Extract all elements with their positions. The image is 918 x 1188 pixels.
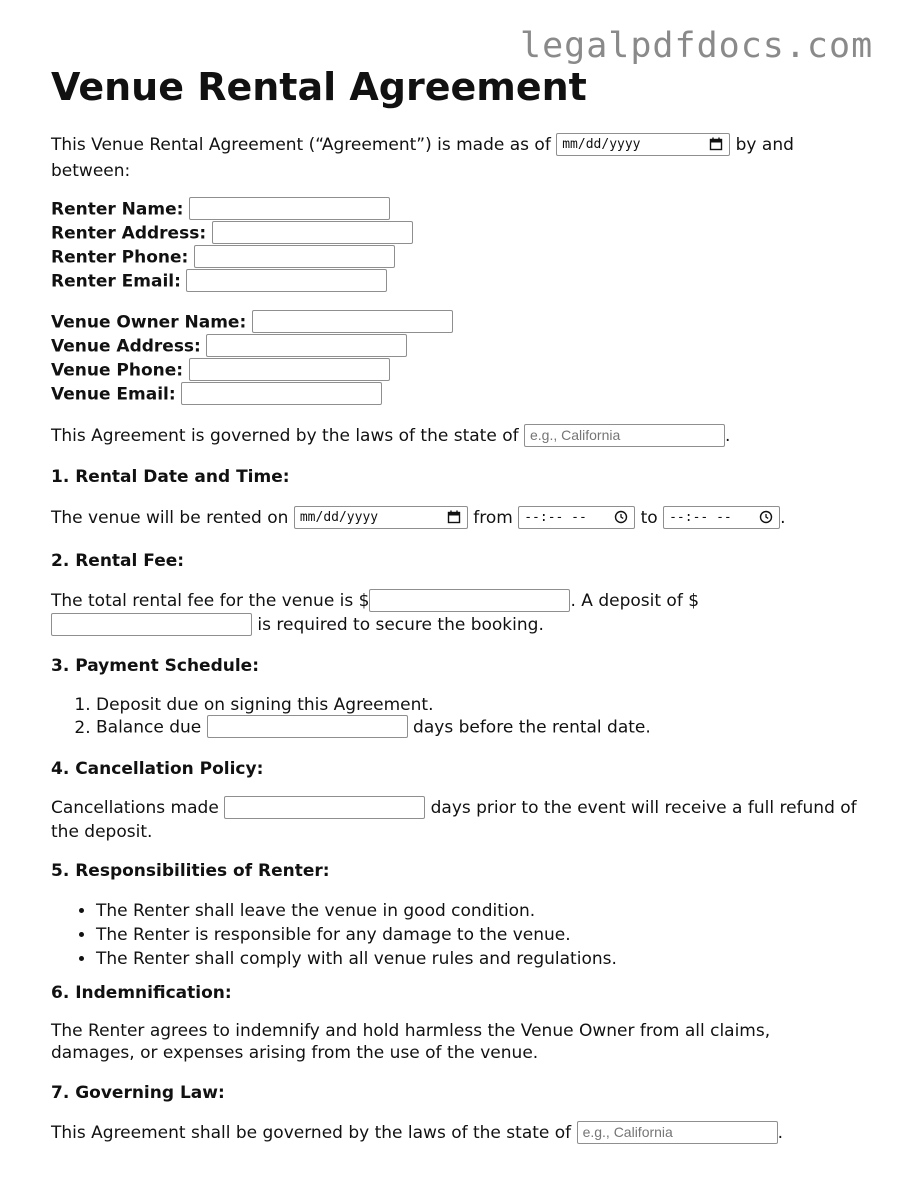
cancellation-text: Cancellations made bbox=[51, 798, 219, 818]
renter-name-input[interactable] bbox=[189, 197, 390, 220]
owner-name-row bbox=[51, 311, 453, 335]
list-item: • The Renter shall comply with all venue rules and regulations. bbox=[96, 947, 617, 971]
deposit-text: . A deposit of $ bbox=[570, 591, 700, 611]
section-3-heading: 3. Payment Schedule: bbox=[51, 656, 260, 676]
responsibilities-list bbox=[51, 899, 617, 971]
section-1-heading: 1. Rental Date and Time: bbox=[51, 467, 290, 487]
renter-name-row bbox=[51, 198, 413, 222]
venue-phone-row bbox=[51, 359, 453, 383]
rental-fee-paragraph bbox=[51, 589, 751, 637]
renter-phone-row bbox=[51, 246, 413, 270]
intro-text-after: by and between: bbox=[51, 135, 794, 181]
balance-due-text: Balance due bbox=[96, 717, 202, 738]
renter-fields bbox=[51, 198, 413, 294]
venue-phone-label: Venue Phone: bbox=[51, 360, 184, 381]
list-item bbox=[96, 716, 651, 739]
owner-fields bbox=[51, 311, 453, 407]
cancellation-text-end: days prior to the event will receive a full refund of the deposit. bbox=[51, 798, 857, 842]
deposit-text-end: is required to secure the booking. bbox=[257, 615, 544, 635]
payment-schedule-list bbox=[51, 694, 651, 739]
deposit-input[interactable] bbox=[51, 613, 252, 636]
start-time-input[interactable] bbox=[518, 506, 635, 529]
section-5-heading: 5. Responsibilities of Renter: bbox=[51, 861, 330, 881]
period: . bbox=[777, 1123, 783, 1143]
balance-due-end: days before the rental date. bbox=[413, 717, 651, 738]
rental-date-text: The venue will be rented on bbox=[51, 508, 289, 528]
governing-state-input[interactable] bbox=[524, 424, 725, 447]
renter-phone-label: Renter Phone: bbox=[51, 247, 189, 268]
owner-name-input[interactable] bbox=[252, 310, 453, 333]
rental-date-input[interactable] bbox=[294, 506, 468, 529]
renter-address-input[interactable] bbox=[212, 221, 413, 244]
intro-paragraph bbox=[51, 132, 851, 184]
venue-email-label: Venue Email: bbox=[51, 384, 176, 405]
period: . bbox=[725, 426, 731, 446]
governing-law-line bbox=[51, 1121, 783, 1145]
section-2-heading: 2. Rental Fee: bbox=[51, 551, 185, 571]
calendar-icon[interactable] bbox=[709, 137, 723, 151]
intro-text-before: This Venue Rental Agreement (“Agreement”) is made as of bbox=[51, 135, 551, 155]
list-item: • The Renter is responsible for any damage to the venue. bbox=[96, 923, 617, 947]
state-placeholder: e.g., California bbox=[530, 426, 621, 443]
date-placeholder: mm/dd/yyyy bbox=[562, 136, 641, 152]
venue-address-row bbox=[51, 335, 453, 359]
clock-icon[interactable] bbox=[759, 510, 773, 524]
section-4-heading: 4. Cancellation Policy: bbox=[51, 759, 264, 779]
page-title: Venue Rental Agreement bbox=[51, 65, 587, 109]
governing-law-state-input[interactable] bbox=[577, 1121, 778, 1144]
balance-days-input[interactable] bbox=[207, 715, 408, 738]
clock-icon[interactable] bbox=[614, 510, 628, 524]
to-text: to bbox=[640, 508, 658, 528]
end-time-input[interactable] bbox=[663, 506, 780, 529]
venue-email-row bbox=[51, 383, 453, 407]
rental-fee-input[interactable] bbox=[369, 589, 570, 612]
renter-email-label: Renter Email: bbox=[51, 271, 181, 292]
venue-phone-input[interactable] bbox=[189, 358, 390, 381]
governed-by-line bbox=[51, 424, 730, 448]
list-item bbox=[96, 694, 651, 716]
section-7-heading: 7. Governing Law: bbox=[51, 1083, 225, 1103]
rental-date-line bbox=[51, 506, 786, 530]
calendar-icon[interactable] bbox=[447, 510, 461, 524]
from-text: from bbox=[473, 508, 513, 528]
state-placeholder: e.g., California bbox=[582, 1123, 673, 1140]
indemnification-text: The Renter agrees to indemnify and hold harmless the Venue Owner from all claims, damages, or expenses arising from the use of the venue. bbox=[51, 1021, 771, 1063]
renter-address-label: Renter Address: bbox=[51, 223, 207, 244]
renter-email-row bbox=[51, 270, 413, 294]
governed-text: This Agreement is governed by the laws of the state of bbox=[51, 426, 519, 446]
time-placeholder: --:-- -- bbox=[524, 509, 587, 525]
renter-email-input[interactable] bbox=[186, 269, 387, 292]
cancellation-paragraph bbox=[51, 796, 881, 844]
renter-name-label: Renter Name: bbox=[51, 199, 184, 220]
renter-address-row bbox=[51, 222, 413, 246]
venue-email-input[interactable] bbox=[181, 382, 382, 405]
deposit-due-text: Deposit due on signing this Agreement. bbox=[96, 695, 434, 715]
cancellation-days-input[interactable] bbox=[224, 796, 425, 819]
section-6-heading: 6. Indemnification: bbox=[51, 983, 232, 1003]
venue-address-label: Venue Address: bbox=[51, 336, 201, 357]
agreement-date-input[interactable] bbox=[556, 133, 730, 156]
fee-text: The total rental fee for the venue is $ bbox=[51, 591, 370, 611]
governing-law-text: This Agreement shall be governed by the laws of the state of bbox=[51, 1123, 572, 1143]
list-item: • The Renter shall leave the venue in good condition. bbox=[96, 899, 617, 923]
time-placeholder: --:-- -- bbox=[669, 509, 732, 525]
venue-address-input[interactable] bbox=[206, 334, 407, 357]
owner-name-label: Venue Owner Name: bbox=[51, 312, 247, 333]
period: . bbox=[780, 508, 786, 528]
date-placeholder: mm/dd/yyyy bbox=[299, 509, 379, 525]
renter-phone-input[interactable] bbox=[194, 245, 395, 268]
watermark: legalpdfdocs.com bbox=[520, 26, 874, 66]
